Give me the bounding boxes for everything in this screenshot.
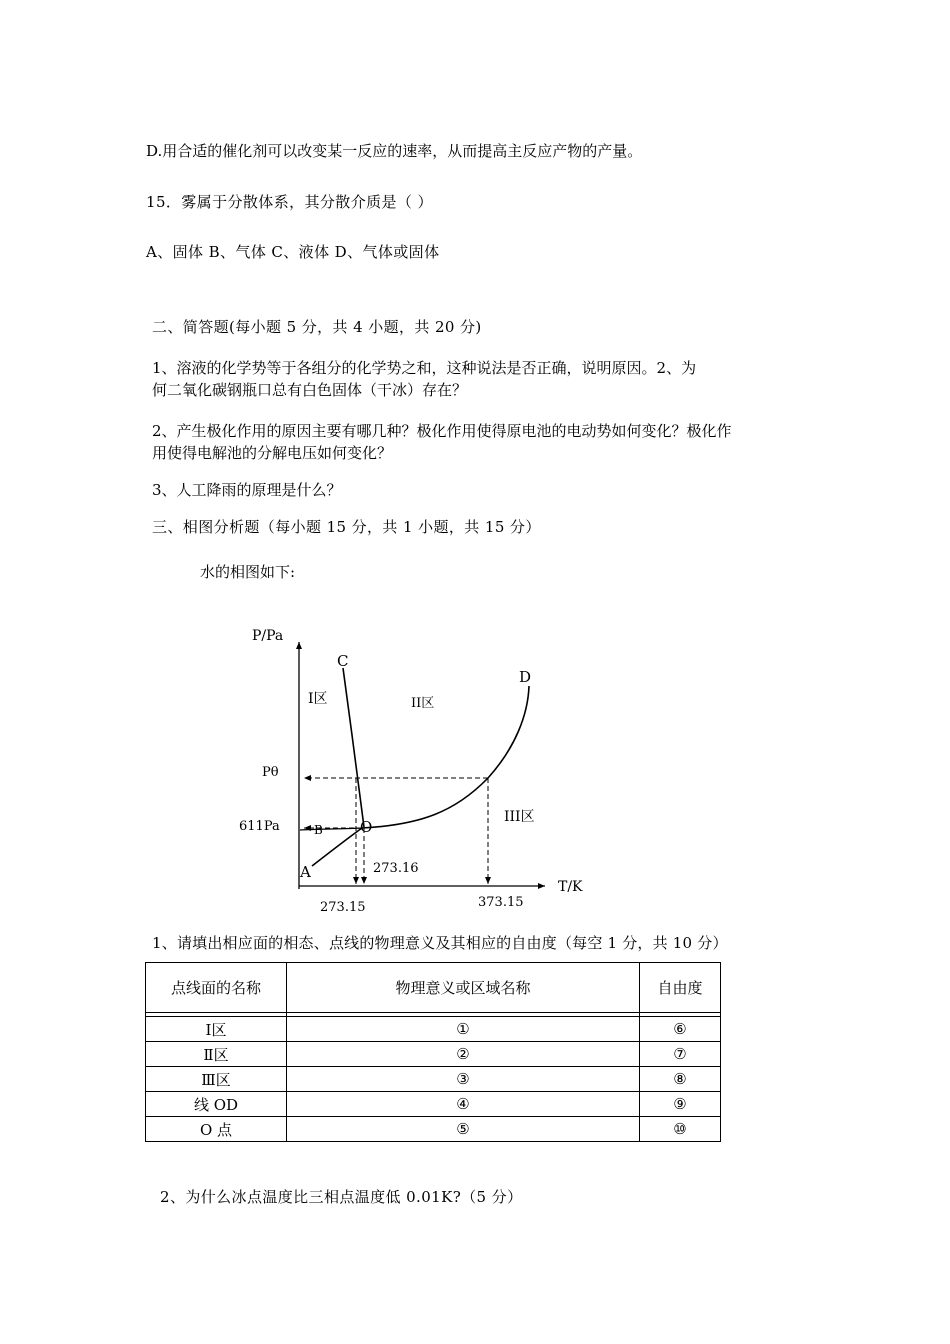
table-cell[interactable]: ⑦ [640, 1042, 721, 1067]
sub-question-1: 1、请填出相应面的相态、点线的物理意义及其相应的自由度（每空 1 分，共 10 分） [152, 934, 728, 952]
table-cell: Ⅰ区 [146, 1017, 287, 1042]
table-cell[interactable]: ③ [287, 1067, 640, 1092]
section2-q2-line2: 用使得电解池的分解电压如何变化？ [152, 444, 393, 462]
section2-heading: 二、简答题(每小题 5 分，共 4 小题，共 20 分) [152, 318, 482, 336]
table-cell: 线 OD [146, 1092, 287, 1117]
table-row [146, 1092, 721, 1117]
table-row [146, 1017, 721, 1042]
table-row [146, 1042, 721, 1067]
section2-q2-line1: 2、产生极化作用的原因主要有哪几种？极化作用使得原电池的电动势如何变化？极化作 [152, 422, 732, 440]
table-cell[interactable]: ⑥ [640, 1017, 721, 1042]
table-header: 点线面的名称 [146, 963, 287, 1013]
t-triple-label: 273.16 [373, 861, 419, 876]
y-axis-label: P/Pa [252, 628, 284, 644]
x-axis-label: T/K [558, 879, 583, 895]
section2-q1-line1: 1、溶液的化学势等于各组分的化学势之和，这种说法是否正确，说明原因。2、为 [152, 359, 697, 377]
section3-heading: 三、相图分析题（每小题 15 分，共 1 小题，共 15 分） [152, 518, 541, 536]
curve-oc-melting [343, 668, 364, 827]
point-a-label: A [300, 863, 311, 881]
t-freeze-label: 273.15 [320, 900, 366, 915]
table-header-row [146, 963, 721, 1013]
q15-options: A、固体 B、气体 C、液体 D、气体或固体 [146, 243, 440, 261]
region-1-label: I区 [308, 691, 328, 707]
table-header: 自由度 [640, 963, 721, 1013]
curve-od-boiling [362, 686, 529, 828]
point-c-label: C [337, 652, 349, 670]
table-cell[interactable]: ⑨ [640, 1092, 721, 1117]
q14-option-d: D.用合适的催化剂可以改变某一反应的速率，从而提高主反应产物的产量。 [146, 142, 643, 160]
p-triple-label: 611Pa [239, 819, 280, 834]
answer-table [145, 962, 721, 1142]
section3-intro: 水的相图如下: [200, 563, 296, 581]
section2-q1-line2: 何二氧化碳钢瓶口总有白色固体（干冰）存在？ [152, 381, 468, 399]
t-boil-label: 373.15 [478, 895, 524, 910]
point-o-label: O [360, 818, 373, 836]
table-cell[interactable]: ④ [287, 1092, 640, 1117]
table-cell: Ⅲ区 [146, 1067, 287, 1092]
table-cell[interactable]: ⑩ [640, 1117, 721, 1142]
table-cell[interactable]: ② [287, 1042, 640, 1067]
p-standard-label: Pθ [262, 765, 279, 780]
table-cell[interactable]: ⑤ [287, 1117, 640, 1142]
sub-question-2: 2、为什么冰点温度比三相点温度低 0.01K?（5 分） [160, 1188, 523, 1206]
region-3-label: III区 [504, 809, 535, 825]
table-row [146, 1117, 721, 1142]
table-row [146, 1067, 721, 1092]
region-2-label: II区 [411, 696, 435, 711]
table-header: 物理意义或区域名称 [287, 963, 640, 1013]
section2-q3: 3、人工降雨的原理是什么？ [152, 481, 342, 499]
point-b-label: B [314, 823, 323, 837]
table-cell[interactable]: ⑧ [640, 1067, 721, 1092]
table-cell[interactable]: ① [287, 1017, 640, 1042]
table-cell: O 点 [146, 1117, 287, 1142]
table-cell: Ⅱ区 [146, 1042, 287, 1067]
q15-stem: 15．雾属于分散体系，其分散介质是（ ） [146, 193, 433, 211]
point-d-label: D [519, 668, 532, 686]
